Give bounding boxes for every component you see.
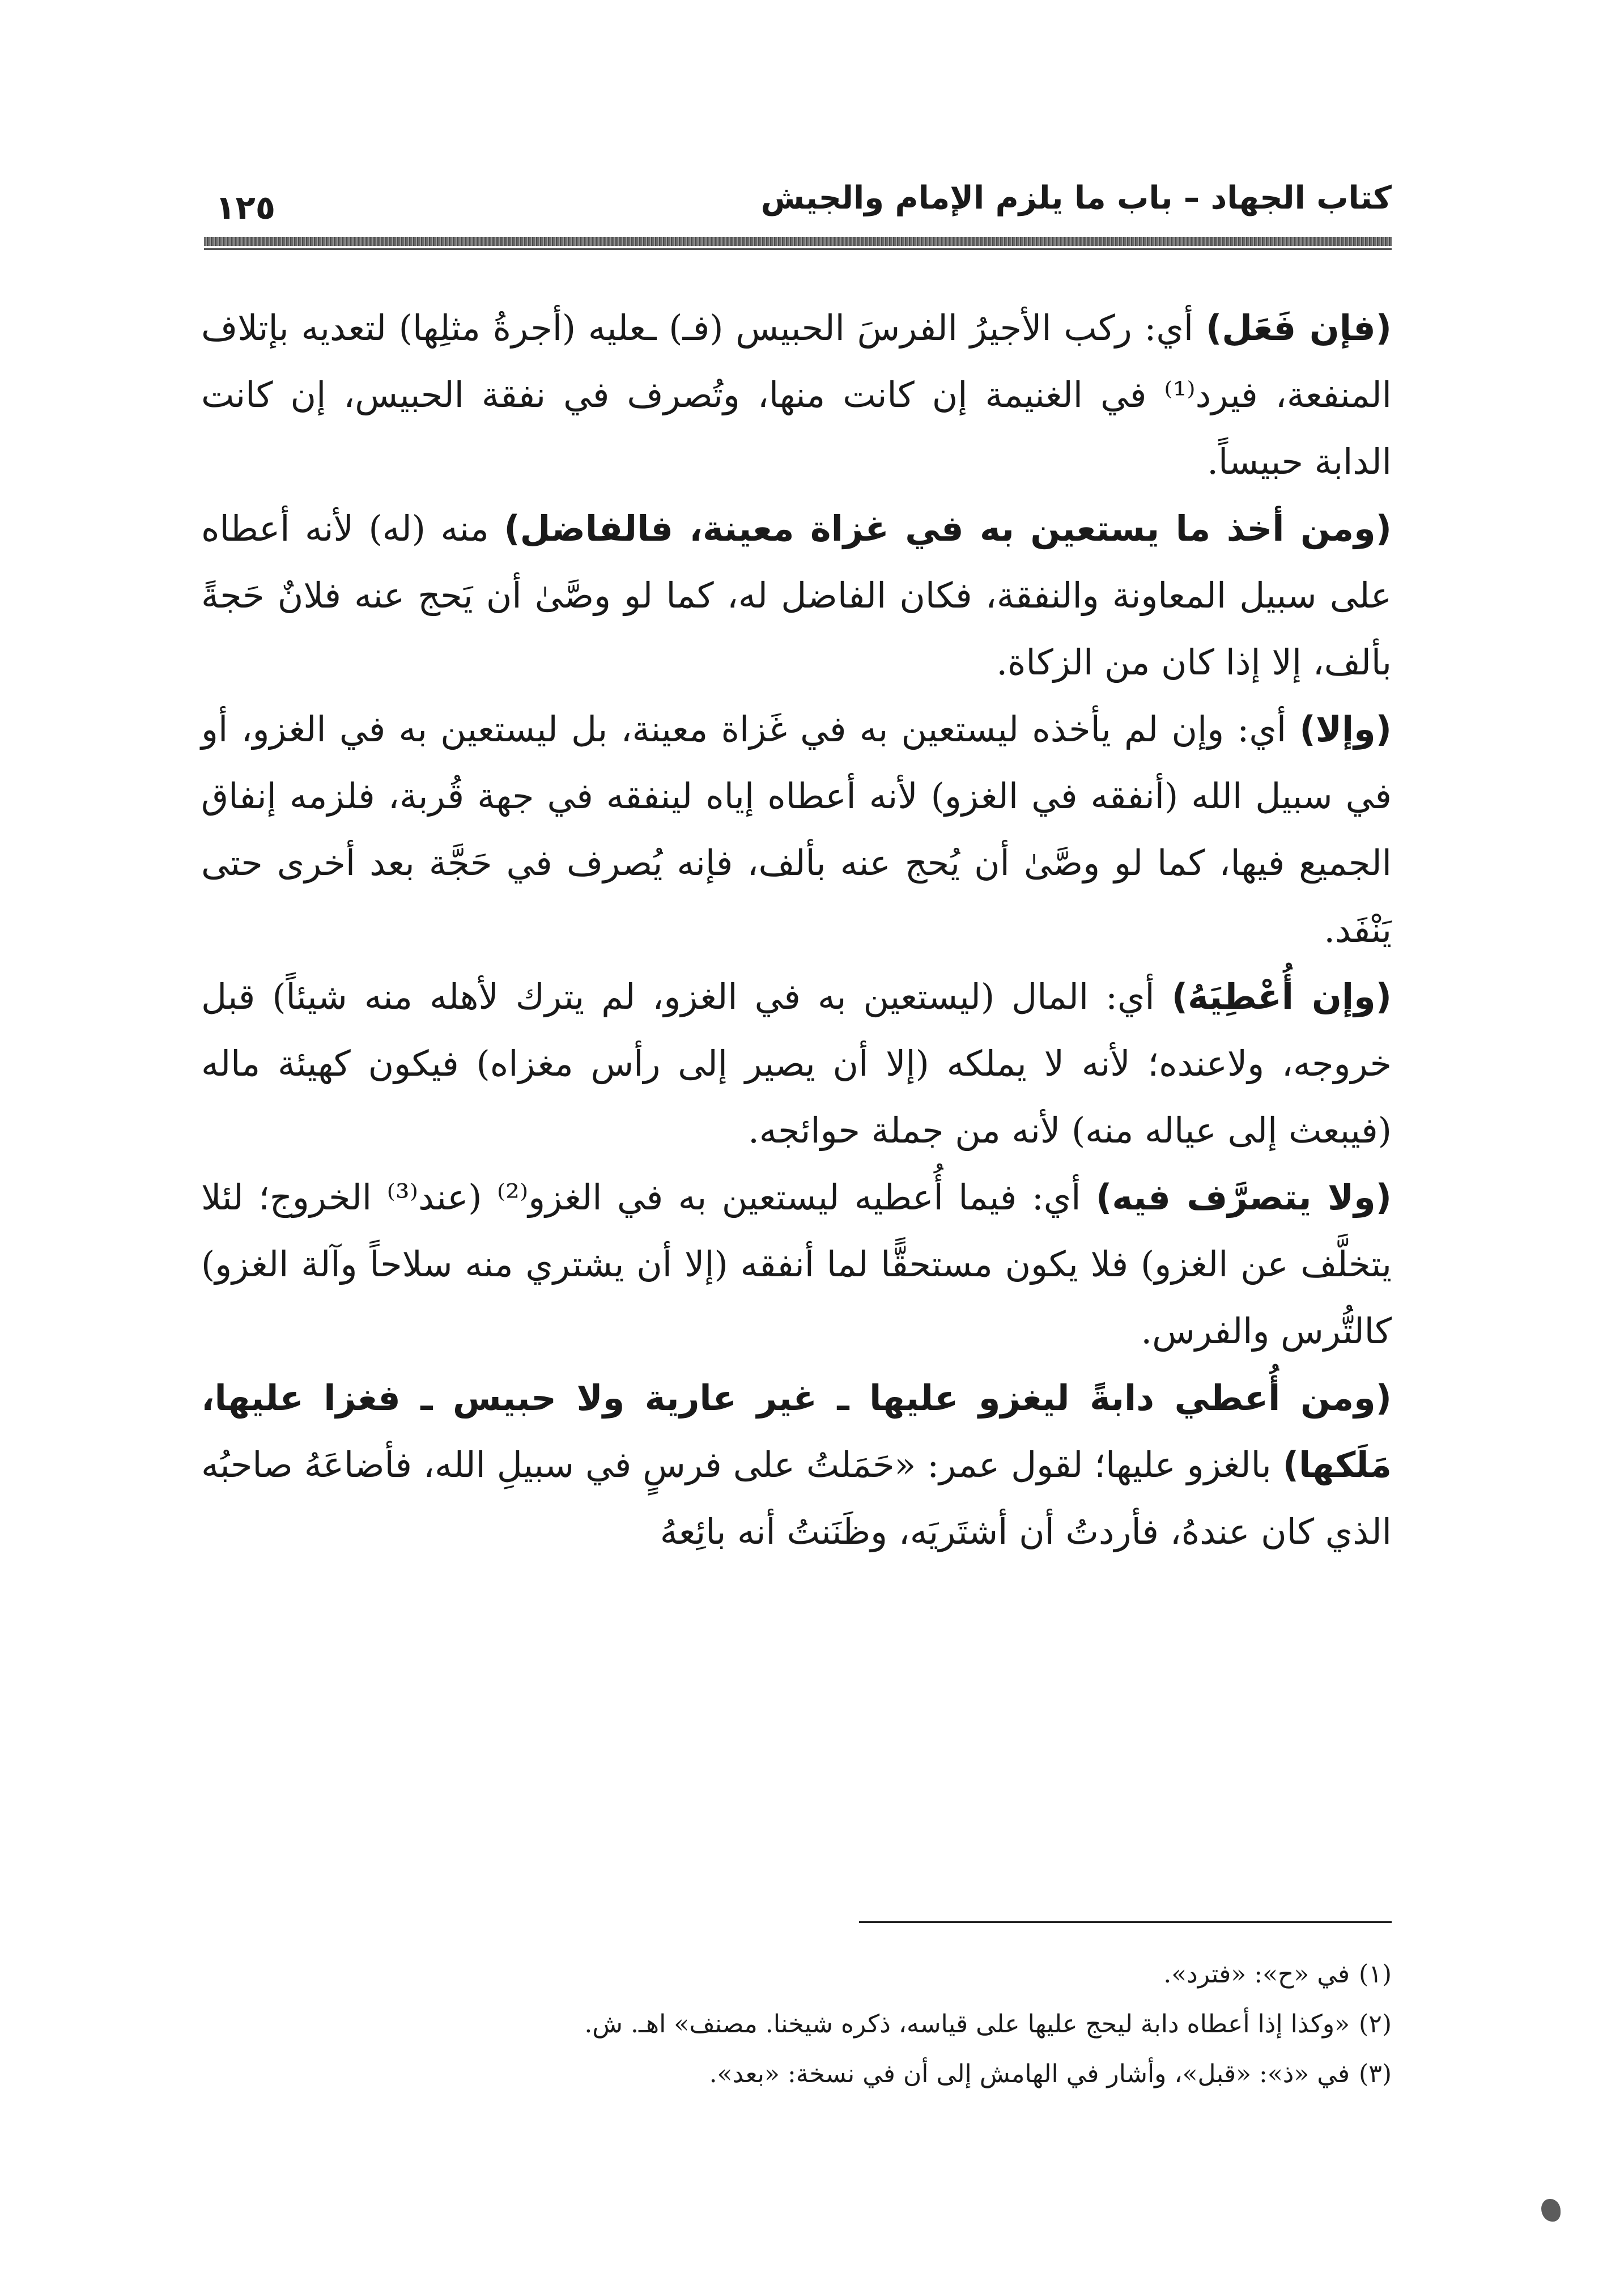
page-number: ١٢٥ xyxy=(215,188,276,227)
paragraph-text: أي: فيما أُعطيه ليستعين به في الغزو⁽²⁾ (عند⁽³⁾ الخروج؛ لئلا يتخلَّف عن الغزو) فلا يكون مستحقًّا لما أنفقه (إلا أن يشتري منه سلاحاً وآلة الغزو) كالتُّرس والفرس. xyxy=(201,1177,1392,1352)
paragraph-lead: (وإلا) xyxy=(1299,708,1392,750)
paragraph-text: منه (له) لأنه أعطاه على سبيل المعاونة والنفقة، فكان الفاضل له، كما لو وصَّىٰ أن يَحج عنه فلانٌ حَجةً بألف، إلا إذا كان من الزكاة. xyxy=(201,508,1392,683)
paragraph xyxy=(201,963,1392,1164)
paragraph-lead: (فإن فَعَل) xyxy=(1205,307,1392,349)
paragraph-lead: (ومن أُعطي دابةً ليغزو عليها ـ غير عارية ولا حبيس ـ فغزا عليها، مَلَكها) xyxy=(201,1377,1392,1485)
running-header xyxy=(204,170,1392,238)
footnote xyxy=(201,2049,1392,2099)
footnote-number: (٣) xyxy=(1359,2060,1392,2088)
paragraph-text: بالغزو عليها؛ لقول عمر: «حَمَلتُ على فرسٍ في سبيلِ الله، فأضاعَهُ صاحبُه الذي كان عندهُ، فأردتُ أن أشتَريَه، وظَنَنتُ أنه بائِعهُ xyxy=(201,1444,1392,1552)
paragraph xyxy=(201,696,1392,963)
header-rule-line xyxy=(204,248,1392,250)
paragraph xyxy=(201,1164,1392,1365)
paragraph-lead: (وإن أُعْطِيَهُ) xyxy=(1171,976,1392,1017)
paragraph xyxy=(201,295,1392,495)
footnote-number: (٢) xyxy=(1359,2010,1392,2039)
footnote-number: (١) xyxy=(1359,1960,1392,1989)
scan-speck-icon xyxy=(1541,2199,1561,2222)
paragraph xyxy=(201,495,1392,696)
footnote xyxy=(201,1950,1392,1999)
paragraph-text: أي: ركب الأجيرُ الفرسَ الحبيس (فـ) ـعليه (أجرةُ مثلِها) لتعديه بإتلاف المنفعة، فيرد⁽¹⁾ في الغنيمة إن كانت منها، وتُصرف في نفقة الحبيس، إن كانت الدابة حبيساً. xyxy=(201,307,1392,482)
main-text xyxy=(201,295,1392,1565)
footnote xyxy=(201,1999,1392,2049)
paragraph-lead: (ولا يتصرَّف فيه) xyxy=(1096,1177,1392,1218)
footnote-text: في «ح»: «فترد». xyxy=(1163,1960,1350,1989)
footnote-separator xyxy=(859,1921,1392,1923)
paragraph xyxy=(201,1365,1392,1565)
footnote-text: «وكذا إذا أعطاه دابة ليحج عليها على قياسه، ذكره شيخنا. مصنف» اهـ. ش. xyxy=(584,2010,1350,2039)
footnotes xyxy=(201,1950,1392,2099)
header-decorative-rule xyxy=(204,237,1392,246)
chapter-title: كتاب الجهاد – باب ما يلزم الإمام والجيش xyxy=(760,180,1392,216)
paragraph-text: أي: المال (ليستعين به في الغزو، لم يترك لأهله منه شيئاً) قبل خروجه، ولاعنده؛ لأنه لا يملكه (إلا أن يصير إلى رأس مغزاه) فيكون كهيئة ماله (فيبعث إلى عياله منه) لأنه من جملة حوائجه. xyxy=(201,976,1392,1151)
footnote-text: في «ذ»: «قبل»، وأشار في الهامش إلى أن في نسخة: «بعد». xyxy=(709,2060,1350,2088)
paragraph-lead: (ومن أخذ ما يستعين به في غزاة معينة، فالفاضل) xyxy=(504,508,1392,549)
paragraph-text: أي: وإن لم يأخذه ليستعين به في غَزاة معينة، بل ليستعين به في الغزو، أو في سبيل الله (أنفقه في الغزو) لأنه أعطاه إياه لينفقه في جهة قُربة، فلزمه إنفاق الجميع فيها، كما لو وصَّىٰ أن يُحج عنه بألف، فإنه يُصرف في حَجَّة بعد أخرى حتى يَنْفَد. xyxy=(201,708,1392,950)
